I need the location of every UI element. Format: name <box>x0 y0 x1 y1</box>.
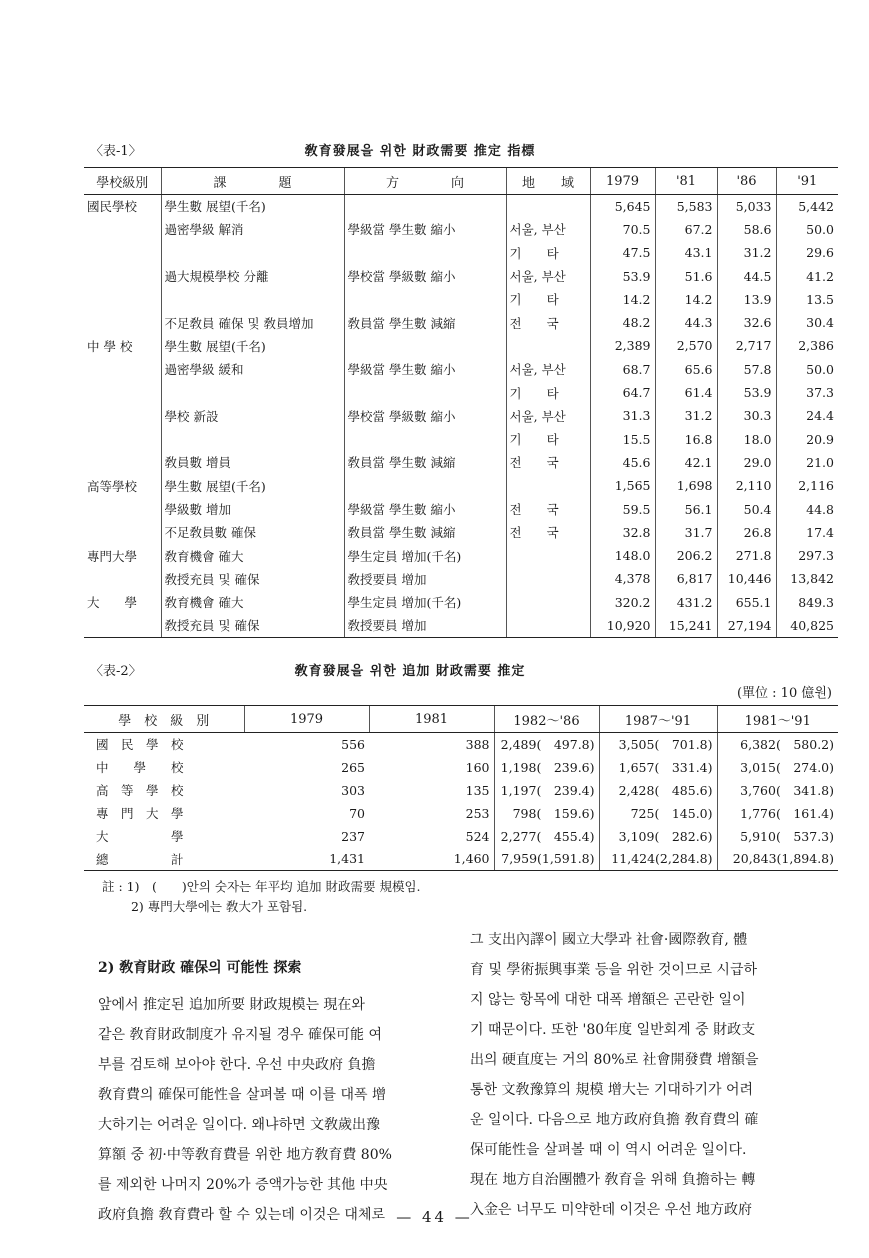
table1-cell: 學級當 學生數 縮小 <box>344 358 506 381</box>
table2-cell: 265 <box>341 759 365 775</box>
table2-cell: 總 計 <box>84 848 244 871</box>
table1-cell <box>344 195 506 218</box>
table2-row <box>84 825 838 848</box>
table2-cell: 大 學 <box>96 829 184 844</box>
table1-cell: 17.4 <box>776 521 838 544</box>
text-line: 大하기는 어려운 일이다. 왜냐하면 文敎歲出豫 <box>98 1117 381 1133</box>
table1-cell: 70.5 <box>590 218 655 241</box>
table1-cell: 전 국 <box>506 497 590 520</box>
table1-cell: 50.4 <box>717 497 776 520</box>
table2-header: 1982～'86 <box>494 706 599 733</box>
table1-cell: 기 타 <box>506 381 590 404</box>
text-line: 現在 地方自治團體가 敎育을 위해 負擔하는 轉 <box>470 1172 756 1188</box>
table1-cell: 전 국 <box>506 311 590 334</box>
table1-cell: 2,717 <box>717 334 776 357</box>
table2-cell: 3,505( 701.8) <box>599 733 717 756</box>
table1-cell: 學校當 學級數 縮小 <box>344 264 506 287</box>
table2-cell: 388 <box>465 736 490 752</box>
table1-cell: 27,194 <box>717 614 776 637</box>
text-line: 기 때문이다. 또한 '80年度 일반회계 중 財政支 <box>470 1022 756 1038</box>
table1-cell: 2,116 <box>776 474 838 497</box>
table1-cell <box>161 381 344 404</box>
table1-cell: 48.2 <box>590 311 655 334</box>
table1-cell: 5,583 <box>655 195 717 218</box>
table1-cell: 56.1 <box>655 497 717 520</box>
table1-row <box>84 264 838 287</box>
table1-cell <box>84 241 161 264</box>
table1-cell: 431.2 <box>655 591 717 614</box>
table1-header: 課 題 <box>161 168 344 195</box>
table2-cell: 798( 159.6) <box>494 802 599 825</box>
table2-row <box>84 802 838 825</box>
table2-cell: 20,843(1,894.8) <box>717 848 838 871</box>
table1-cell: 學級當 學生數 縮小 <box>344 497 506 520</box>
table1-cell <box>344 427 506 450</box>
table1-cell: 42.1 <box>655 451 717 474</box>
table1-row <box>84 334 838 357</box>
table1-cell: 過密學級 緩和 <box>161 358 344 381</box>
table2-cell: 556 <box>341 736 365 752</box>
table1-cell: 大 學 <box>87 595 138 611</box>
table1-cell: 50.0 <box>776 218 838 241</box>
table1-cell: 不足敎員數 確保 <box>161 521 344 544</box>
table1-cell: 1,698 <box>655 474 717 497</box>
table1-cell: 44.8 <box>776 497 838 520</box>
table2-cell: 5,910( 537.3) <box>717 825 838 848</box>
table1-cell: 學級當 學生數 縮小 <box>344 218 506 241</box>
table1-cell: 44.5 <box>717 264 776 287</box>
table2-cell: 中 學 校 <box>96 760 184 775</box>
table2-cell: 135 <box>465 782 490 798</box>
text-line: 를 제외한 나머지 20%가 증액가능한 其他 中央 <box>98 1177 388 1193</box>
table1-cell: 18.0 <box>717 427 776 450</box>
table1-cell: 26.8 <box>717 521 776 544</box>
table1-cell: 不足敎員 確保 및 敎員增加 <box>161 311 344 334</box>
table2-row <box>84 779 838 802</box>
table1-cell: 53.9 <box>590 264 655 287</box>
table1-cell: 13.9 <box>717 288 776 311</box>
table1-cell: 41.2 <box>776 264 838 287</box>
table2-cell: 6,382( 580.2) <box>717 733 838 756</box>
table1-cell: 學生數 展望(千名) <box>161 334 344 357</box>
table1-cell: 1,565 <box>590 474 655 497</box>
table1-header: '91 <box>776 168 838 195</box>
table1-cell: 29.6 <box>776 241 838 264</box>
table1-cell <box>344 381 506 404</box>
table1-cell: 64.7 <box>590 381 655 404</box>
table1-cell: 65.6 <box>655 358 717 381</box>
table1-row <box>84 521 838 544</box>
table1-cell: 44.3 <box>655 311 717 334</box>
table1-cell: 297.3 <box>776 544 838 567</box>
table1-cell: 16.8 <box>655 427 717 450</box>
text-line: 앞에서 推定된 追加所要 財政規模는 現在와 <box>98 997 365 1013</box>
table2-title: 敎育發展을 위한 追加 財政需要 推定 <box>294 664 526 679</box>
table1-cell: 5,442 <box>776 195 838 218</box>
table1-cell: 31.2 <box>717 241 776 264</box>
table1-cell <box>161 427 344 450</box>
table1-row <box>84 474 838 497</box>
note-line: 2) 專門大學에는 敎大가 포함됨. <box>102 899 308 914</box>
table1-header: 方 向 <box>344 168 506 195</box>
table1-cell: 敎員當 學生數 減縮 <box>344 451 506 474</box>
table1-cell: 31.3 <box>590 404 655 427</box>
table1-cell: 5,645 <box>590 195 655 218</box>
table1-cell: 58.6 <box>717 218 776 241</box>
table1-cell: 51.6 <box>655 264 717 287</box>
table1-cell: 13.5 <box>776 288 838 311</box>
table1-caption: 〈表-1〉 <box>90 144 142 159</box>
table1-cell <box>84 404 161 427</box>
table1-cell: 2,570 <box>655 334 717 357</box>
table1-cell: 기 타 <box>506 288 590 311</box>
table2-cell: 1,460 <box>369 848 494 871</box>
table1-cell: 學級數 增加 <box>161 497 344 520</box>
table2-cell: 專 門 大 學 <box>96 806 184 821</box>
table1-row <box>84 427 838 450</box>
table1-cell: 61.4 <box>655 381 717 404</box>
table1-row <box>84 288 838 311</box>
table1-header: 1979 <box>590 168 655 195</box>
table1-header: 學校級別 <box>84 168 161 195</box>
text-line: 통한 文敎豫算의 規模 增大는 기대하기가 어려 <box>470 1082 754 1098</box>
table1-cell: 40,825 <box>776 614 838 637</box>
table1-cell: 敎員當 學生數 減縮 <box>344 521 506 544</box>
table1-row <box>84 497 838 520</box>
table1-cell <box>506 567 590 590</box>
table1-cell: 50.0 <box>776 358 838 381</box>
table1-cell: 敎授充員 및 確保 <box>161 614 344 637</box>
table1 <box>84 167 838 638</box>
table1-row <box>84 195 838 218</box>
table1-cell: 過密學級 解消 <box>161 218 344 241</box>
table1-row <box>84 614 838 637</box>
table2-cell: 11,424(2,284.8) <box>599 848 717 871</box>
left-column-text <box>98 990 460 1230</box>
table1-cell <box>84 521 161 544</box>
table1-cell: 67.2 <box>655 218 717 241</box>
table2-cell: 3,015( 274.0) <box>717 756 838 779</box>
table2-cell: 70 <box>349 805 365 821</box>
table2-cell: 1,776( 161.4) <box>717 802 838 825</box>
table2-cell: 3,760( 341.8) <box>717 779 838 802</box>
table1-cell <box>84 288 161 311</box>
table2-row <box>84 848 838 871</box>
table1-cell: 14.2 <box>655 288 717 311</box>
table1-cell: 45.6 <box>590 451 655 474</box>
table1-header: '86 <box>717 168 776 195</box>
table1-cell: 敎育機會 確大 <box>161 544 344 567</box>
table1-cell <box>344 288 506 311</box>
table1-cell: 전 국 <box>506 451 590 474</box>
table2-header: 1981 <box>369 706 494 733</box>
table1-cell: 敎員當 學生數 減縮 <box>344 311 506 334</box>
table1-cell: 5,033 <box>717 195 776 218</box>
text-line: 保可能性을 살펴볼 때 이 역시 어려운 일이다. <box>470 1142 747 1158</box>
table1-cell <box>506 614 590 637</box>
table2-cell: 237 <box>341 828 365 844</box>
table1-title: 敎育發展을 위한 財政需要 推定 指標 <box>304 144 536 159</box>
table1-cell: 37.3 <box>776 381 838 404</box>
table1-cell: 專門大學 <box>87 548 138 564</box>
table1-cell: 學校當 學級數 縮小 <box>344 404 506 427</box>
text-line: 敎育費의 確保可能性을 살펴볼 때 이를 대폭 增 <box>98 1087 386 1103</box>
table2-header: 1981～'91 <box>717 706 838 733</box>
table2-row <box>84 733 838 756</box>
table1-cell: 14.2 <box>590 288 655 311</box>
table1-row <box>84 591 838 614</box>
table1-cell <box>344 241 506 264</box>
table2-cell: 1,431 <box>244 848 369 871</box>
table1-cell: 전 국 <box>506 521 590 544</box>
table1-cell <box>84 218 161 241</box>
table1-cell: 2,389 <box>590 334 655 357</box>
text-line: 政府負擔 敎育費라 할 수 있는데 이것은 대체로 <box>98 1207 385 1223</box>
table2-header-row <box>84 706 838 733</box>
table1-cell: 서울, 부산 <box>506 264 590 287</box>
table1-cell: 31.2 <box>655 404 717 427</box>
table2-cell: 725( 145.0) <box>599 802 717 825</box>
table1-cell <box>84 567 161 590</box>
table1-cell <box>506 195 590 218</box>
table1-row <box>84 451 838 474</box>
table1-cell: 30.3 <box>717 404 776 427</box>
text-line: 出의 硬直度는 거의 80%로 社會開發費 增額을 <box>470 1052 759 1068</box>
table1-row <box>84 381 838 404</box>
text-line: 같은 敎育財政制度가 유지될 경우 確保可能 여 <box>98 1027 382 1043</box>
table1-cell: 學生數 展望(千名) <box>161 195 344 218</box>
table2-caption: 〈表-2〉 <box>90 664 142 679</box>
table1-cell: 31.7 <box>655 521 717 544</box>
table1-cell: 68.7 <box>590 358 655 381</box>
table1-cell <box>506 544 590 567</box>
table1-cell: 206.2 <box>655 544 717 567</box>
table2-cell: 524 <box>465 828 490 844</box>
table1-cell <box>84 264 161 287</box>
table1-cell: 24.4 <box>776 404 838 427</box>
table2-cell: 160 <box>465 759 490 775</box>
table1-cell: 10,920 <box>590 614 655 637</box>
table1-cell <box>344 334 506 357</box>
table1-cell <box>84 358 161 381</box>
text-line: 入金은 너무도 미약한데 이것은 우선 地方政府 <box>470 1202 753 1218</box>
table1-cell: 敎授要員 增加 <box>344 567 506 590</box>
table1-cell: 기 타 <box>506 241 590 264</box>
table1-row <box>84 544 838 567</box>
table1-cell: 21.0 <box>776 451 838 474</box>
table1-header: 地 域 <box>506 168 590 195</box>
table1-cell: 59.5 <box>590 497 655 520</box>
table1-cell: 10,446 <box>717 567 776 590</box>
table1-cell: 서울, 부산 <box>506 358 590 381</box>
table2-cell: 1,657( 331.4) <box>599 756 717 779</box>
note-line: 註 : 1) ( )안의 숫자는 年平均 追加 財政需要 規模임. <box>102 879 421 894</box>
table1-cell: 32.6 <box>717 311 776 334</box>
table1-cell: 中 學 校 <box>87 338 133 354</box>
table1-cell <box>84 427 161 450</box>
page-number: — 44 — <box>396 1208 473 1226</box>
table1-cell: 기 타 <box>506 427 590 450</box>
table1-header: '81 <box>655 168 717 195</box>
table1-cell: 47.5 <box>590 241 655 264</box>
table1-cell: 29.0 <box>717 451 776 474</box>
table2-cell: 7,959(1,591.8) <box>494 848 599 871</box>
table2-cell: 國 民 學 校 <box>96 737 184 753</box>
table1-row <box>84 358 838 381</box>
table1-cell <box>344 474 506 497</box>
table1-cell: 2,386 <box>776 334 838 357</box>
table1-cell: 15,241 <box>655 614 717 637</box>
table1-cell <box>161 241 344 264</box>
table1-cell: 學生定員 增加(千名) <box>344 544 506 567</box>
table1-cell <box>84 311 161 334</box>
table2-cell: 2,428( 485.6) <box>599 779 717 802</box>
table1-cell <box>84 614 161 637</box>
table1-cell: 655.1 <box>717 591 776 614</box>
table1-row <box>84 567 838 590</box>
table1-cell: 20.9 <box>776 427 838 450</box>
table1-cell: 國民學校 <box>87 199 138 215</box>
table2-cell: 253 <box>465 805 490 821</box>
table1-cell: 서울, 부산 <box>506 218 590 241</box>
table1-cell: 320.2 <box>590 591 655 614</box>
table1-cell <box>506 334 590 357</box>
table1-cell: 敎育機會 確大 <box>161 591 344 614</box>
table1-cell: 43.1 <box>655 241 717 264</box>
table1-cell <box>84 381 161 404</box>
table1-cell <box>506 591 590 614</box>
text-line: 그 支出內譯이 國立大學과 社會·國際敎育, 體 <box>470 932 748 948</box>
table1-cell: 6,817 <box>655 567 717 590</box>
table1-cell: 4,378 <box>590 567 655 590</box>
table2-unit: (單位 : 10 億원) <box>736 686 832 701</box>
table1-cell: 271.8 <box>717 544 776 567</box>
table1-header-row <box>84 168 838 195</box>
table1-row <box>84 241 838 264</box>
table1-cell: 53.9 <box>717 381 776 404</box>
table1-cell: 13,842 <box>776 567 838 590</box>
table2-header: 學 校 級 別 <box>84 706 244 733</box>
table1-cell <box>506 474 590 497</box>
table1-cell: 敎員數 增員 <box>161 451 344 474</box>
table2-notes <box>102 877 421 917</box>
table2-cell: 2,277( 455.4) <box>494 825 599 848</box>
text-line: 育 및 學術振興事業 등을 위한 것이므로 시급하 <box>470 962 757 978</box>
table2-cell: 3,109( 282.6) <box>599 825 717 848</box>
table2-cell: 2,489( 497.8) <box>494 733 599 756</box>
table1-cell: 148.0 <box>590 544 655 567</box>
table1-cell: 57.8 <box>717 358 776 381</box>
table1-cell: 849.3 <box>776 591 838 614</box>
table2-row <box>84 756 838 779</box>
table1-row <box>84 311 838 334</box>
table1-cell: 32.8 <box>590 521 655 544</box>
table2-header: 1987～'91 <box>599 706 717 733</box>
table1-cell: 2,110 <box>717 474 776 497</box>
table2-header: 1979 <box>244 706 369 733</box>
table2 <box>84 705 838 871</box>
table1-cell: 敎授要員 增加 <box>344 614 506 637</box>
table1-cell: 30.4 <box>776 311 838 334</box>
table1-cell <box>161 288 344 311</box>
table1-cell: 15.5 <box>590 427 655 450</box>
table2-cell: 303 <box>341 782 365 798</box>
table1-cell <box>84 497 161 520</box>
section-heading: 2) 敎育財政 確保의 可能性 探索 <box>98 960 302 976</box>
table1-cell: 高等學校 <box>87 478 138 494</box>
table1-cell: 敎授充員 및 確保 <box>161 567 344 590</box>
table1-row <box>84 404 838 427</box>
table2-cell: 1,197( 239.4) <box>494 779 599 802</box>
text-line: 算額 중 初·中等敎育費를 위한 地方敎育費 80% <box>98 1147 392 1163</box>
text-line: 지 않는 항목에 대한 대폭 增額은 곤란한 일이 <box>470 992 746 1008</box>
table2-cell: 高 等 學 校 <box>96 783 184 798</box>
table1-row <box>84 218 838 241</box>
table2-cell: 1,198( 239.6) <box>494 756 599 779</box>
table1-cell: 學生定員 增加(千名) <box>344 591 506 614</box>
right-column-text <box>470 925 832 1225</box>
table1-cell <box>84 451 161 474</box>
table1-cell: 서울, 부산 <box>506 404 590 427</box>
table1-cell: 學生數 展望(千名) <box>161 474 344 497</box>
text-line: 부를 검토해 보아야 한다. 우선 中央政府 負擔 <box>98 1057 376 1073</box>
table1-cell: 過大規模學校 分離 <box>161 264 344 287</box>
table1-cell: 學校 新設 <box>161 404 344 427</box>
text-line: 운 일이다. 다음으로 地方政府負擔 敎育費의 確 <box>470 1112 759 1128</box>
